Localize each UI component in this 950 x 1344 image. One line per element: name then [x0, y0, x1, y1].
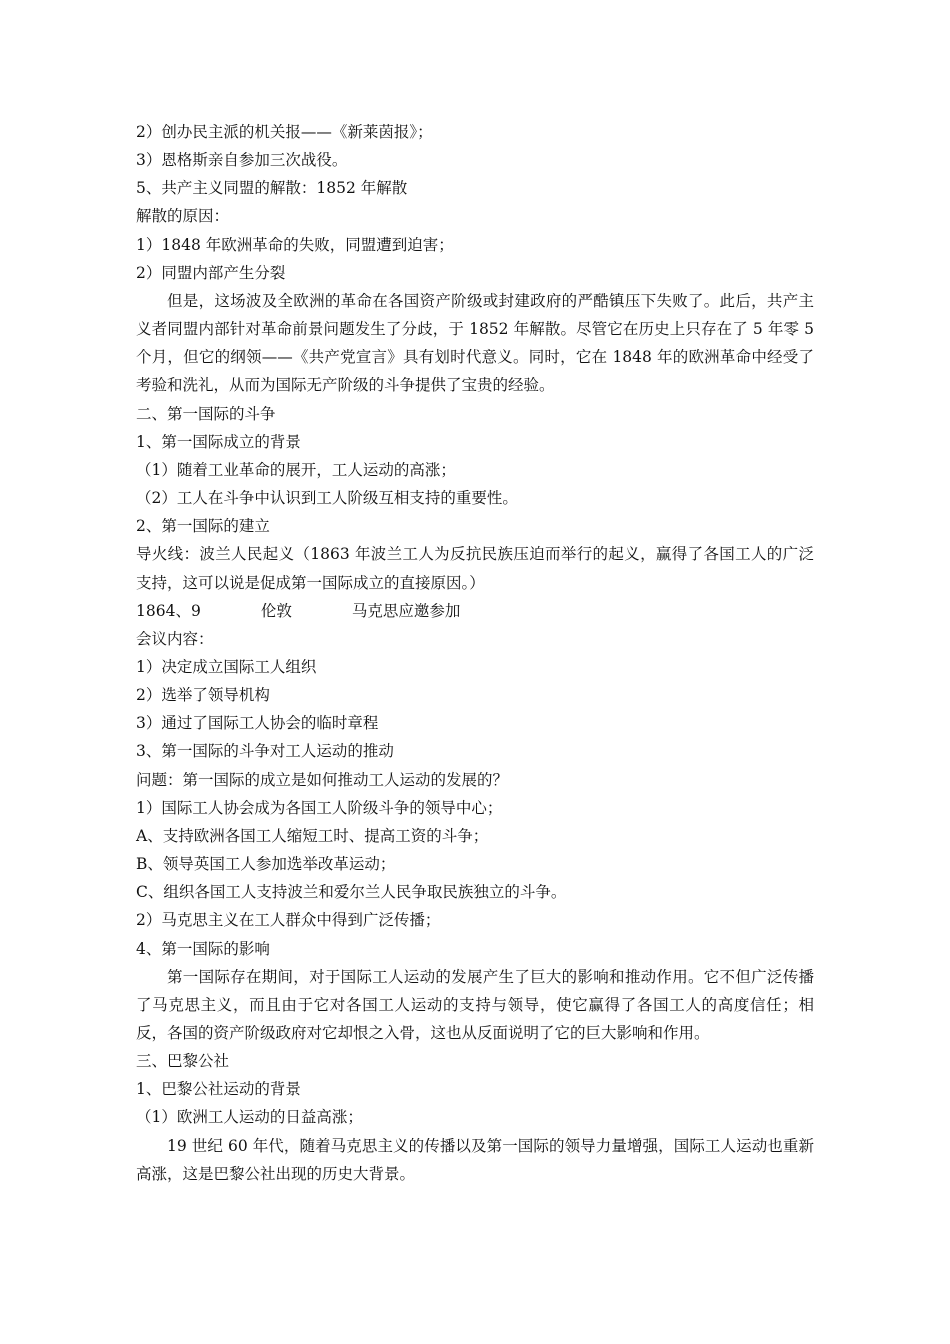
date-text: 1864、9: [136, 601, 201, 620]
text-line: [136, 597, 814, 625]
section-heading: 1、巴黎公社运动的背景: [136, 1080, 301, 1099]
text-line: 1）国际工人协会成为各国工人阶级斗争的领导中心；: [136, 798, 503, 817]
section-heading: 1、第一国际成立的背景: [136, 432, 301, 451]
text-line: 2）选举了领导机构: [136, 686, 270, 705]
text-line: 2）创办民主派的机关报——《新莱茵报》；: [136, 123, 433, 141]
text-line: 3）通过了国际工人协会的临时章程: [136, 714, 379, 733]
paragraph: 导火线：波兰人民起义（1863 年波兰工人为反抗民族压迫而举行的起义，赢得了各国工人的广泛支持，这可以说是促成第一国际成立的直接原因。）: [136, 545, 814, 592]
text-line: 解散的原因：: [136, 207, 230, 226]
section-heading: 4、第一国际的影响: [136, 939, 270, 958]
text-line: 2）同盟内部产生分裂: [136, 263, 286, 282]
section-heading: 3、第一国际的斗争对工人运动的推动: [136, 742, 394, 761]
chapter-heading: 三、巴黎公社: [136, 1052, 230, 1071]
text-line: （2）工人在斗争中认识到工人阶级互相支持的重要性。: [136, 489, 518, 508]
text-line: 2）马克思主义在工人群众中得到广泛传播；: [136, 911, 441, 930]
paragraph: 第一国际存在期间，对于国际工人运动的发展产生了巨大的影响和推动作用。它不但广泛传播了马克思主义，而且由于它对各国工人运动的支持与领导，使它赢得了各国工人的高度信任；相反，各国的资产阶级政府对它却恨之入骨，这也从反面说明了它的巨大影响和作用。: [136, 967, 814, 1042]
paragraph: 19 世纪 60 年代，随着马克思主义的传播以及第一国际的领导力量增强，国际工人运动也重新高涨，这是巴黎公社出现的历史大背景。: [136, 1136, 814, 1183]
text-line: 1）决定成立国际工人组织: [136, 657, 317, 676]
text-line: B、领导英国工人参加选举改革运动；: [136, 855, 396, 874]
text-line: 问题：第一国际的成立是如何推动工人运动的发展的？: [136, 770, 509, 789]
text-line: （1）欧洲工人运动的日益高涨；: [136, 1108, 363, 1127]
chapter-heading: 二、第一国际的斗争: [136, 404, 276, 423]
document-page: [136, 118, 814, 1188]
place-text: 伦敦: [260, 601, 292, 620]
section-heading: 2、第一国际的建立: [136, 517, 270, 536]
text-line: 3）恩格斯亲自参加三次战役。: [136, 151, 348, 170]
text-line: 1）1848 年欧洲革命的失败，同盟遭到迫害；: [136, 235, 454, 254]
paragraph: 但是，这场波及全欧洲的革命在各国资产阶级或封建政府的严酷镇压下失败了。此后，共产主义者同盟内部针对革命前景问题发生了分歧，于 1852 年解散。尽管它在历史上只存在了 5 年零 5 个月，但它的纲领——《共产党宣言》具有划时代意义。同时，它在 1848 年的欧洲革命中经受了考验和洗礼，从而为国际无产阶级的斗争提供了宝贵的经验。: [136, 291, 814, 395]
text-line: C、组织各国工人支持波兰和爱尔兰人民争取民族独立的斗争。: [136, 883, 567, 902]
text-line: （1）随着工业革命的展开，工人运动的高涨；: [136, 460, 456, 479]
text-line: 会议内容：: [136, 629, 214, 648]
text-line: A、支持欧洲各国工人缩短工时、提高工资的斗争；: [136, 826, 489, 845]
section-heading: 5、共产主义同盟的解散：1852 年解散: [136, 179, 408, 198]
note-text: 马克思应邀参加: [351, 601, 461, 620]
